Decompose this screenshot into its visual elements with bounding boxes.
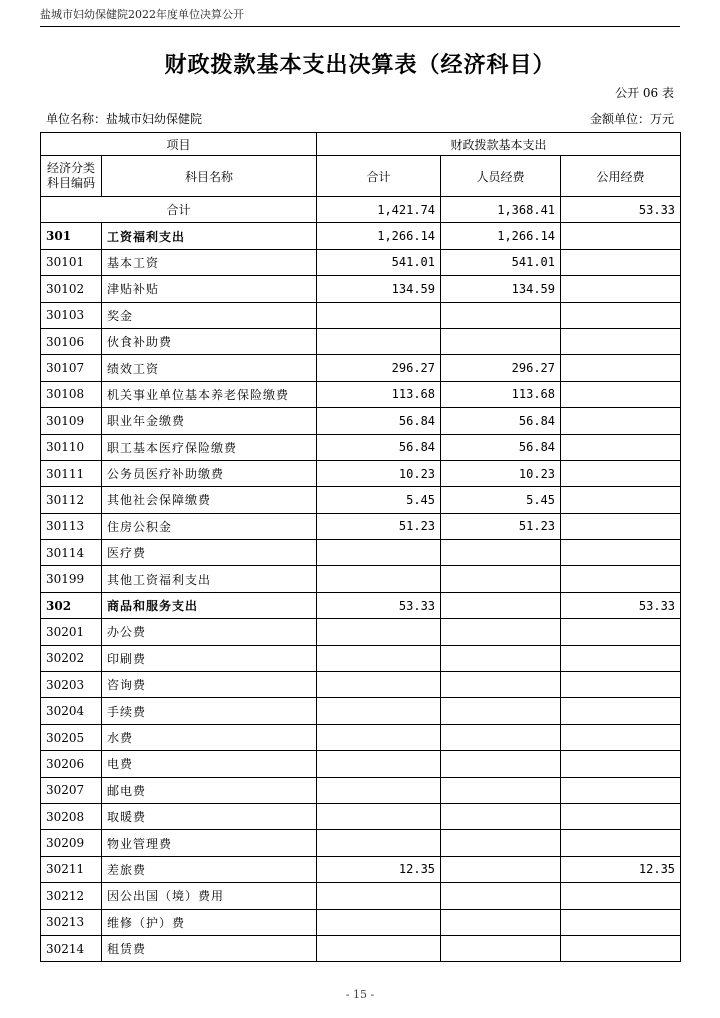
row-personnel: 541.01	[441, 249, 561, 275]
row-name: 职工基本医疗保险缴费	[102, 434, 317, 460]
row-total	[317, 645, 441, 671]
header-row-bottom	[41, 156, 681, 197]
document-header: 盐城市妇幼保健院2022年度单位决算公开	[40, 6, 680, 27]
row-personnel	[441, 592, 561, 618]
row-code: 30106	[41, 328, 102, 354]
total-header: 合计	[317, 156, 441, 197]
row-code: 30103	[41, 302, 102, 328]
table-row	[41, 355, 681, 381]
table-row	[41, 223, 681, 249]
row-name: 取暖费	[102, 803, 317, 829]
row-personnel	[441, 619, 561, 645]
row-personnel	[441, 856, 561, 882]
row-name: 邮电费	[102, 777, 317, 803]
row-personnel: 51.23	[441, 513, 561, 539]
row-personnel: 1,266.14	[441, 223, 561, 249]
row-public	[561, 355, 681, 381]
total-personnel: 1,368.41	[441, 197, 561, 223]
row-name: 物业管理费	[102, 830, 317, 856]
row-code: 30214	[41, 935, 102, 961]
row-public	[561, 276, 681, 302]
row-total	[317, 302, 441, 328]
table-row	[41, 566, 681, 592]
table-row	[41, 698, 681, 724]
row-personnel: 56.84	[441, 408, 561, 434]
row-public	[561, 487, 681, 513]
row-total: 56.84	[317, 434, 441, 460]
table-row	[41, 592, 681, 618]
table-row	[41, 276, 681, 302]
row-total: 113.68	[317, 381, 441, 407]
row-name: 差旅费	[102, 856, 317, 882]
row-public	[561, 540, 681, 566]
row-code: 30204	[41, 698, 102, 724]
row-code: 30109	[41, 408, 102, 434]
table-row	[41, 751, 681, 777]
row-public	[561, 645, 681, 671]
row-code: 30113	[41, 513, 102, 539]
row-total: 51.23	[317, 513, 441, 539]
table-row	[41, 672, 681, 698]
row-public	[561, 751, 681, 777]
row-personnel	[441, 566, 561, 592]
row-public	[561, 408, 681, 434]
total-sum: 1,421.74	[317, 197, 441, 223]
row-name: 租赁费	[102, 935, 317, 961]
row-public	[561, 935, 681, 961]
row-total	[317, 830, 441, 856]
table-row	[41, 460, 681, 486]
row-code: 30202	[41, 645, 102, 671]
row-code: 30203	[41, 672, 102, 698]
row-public	[561, 909, 681, 935]
table-row	[41, 935, 681, 961]
amount-unit: 金额单位：万元	[589, 112, 674, 126]
row-total: 296.27	[317, 355, 441, 381]
table-row	[41, 487, 681, 513]
item-header: 项目	[41, 133, 317, 156]
unit-name: 单位名称：盐城市妇幼保健院	[46, 112, 203, 126]
row-personnel	[441, 698, 561, 724]
row-public	[561, 513, 681, 539]
row-personnel	[441, 328, 561, 354]
row-name: 津贴补贴	[102, 276, 317, 302]
row-personnel	[441, 830, 561, 856]
row-name: 伙食补助费	[102, 328, 317, 354]
row-total	[317, 909, 441, 935]
row-personnel	[441, 672, 561, 698]
row-personnel	[441, 935, 561, 961]
table-row	[41, 856, 681, 882]
table-row	[41, 830, 681, 856]
row-personnel	[441, 751, 561, 777]
row-public: 53.33	[561, 592, 681, 618]
row-total: 53.33	[317, 592, 441, 618]
row-total	[317, 328, 441, 354]
row-name: 电费	[102, 751, 317, 777]
row-total: 12.35	[317, 856, 441, 882]
row-name: 住房公积金	[102, 513, 317, 539]
row-public	[561, 803, 681, 829]
expenditure-table	[40, 132, 681, 962]
row-total	[317, 698, 441, 724]
row-code: 30199	[41, 566, 102, 592]
row-total	[317, 935, 441, 961]
header-row-top	[41, 133, 681, 156]
row-total	[317, 724, 441, 750]
table-row	[41, 777, 681, 803]
row-code: 30111	[41, 460, 102, 486]
row-name: 其他社会保障缴费	[102, 487, 317, 513]
total-label: 合计	[41, 197, 317, 223]
row-total: 541.01	[317, 249, 441, 275]
page-title: 财政拨款基本支出决算表（经济科目）	[164, 52, 556, 78]
row-personnel	[441, 540, 561, 566]
row-code: 30108	[41, 381, 102, 407]
row-personnel	[441, 645, 561, 671]
row-name: 因公出国（境）费用	[102, 883, 317, 909]
table-row	[41, 328, 681, 354]
row-personnel	[441, 803, 561, 829]
table-row	[41, 540, 681, 566]
row-public	[561, 830, 681, 856]
table-row	[41, 381, 681, 407]
row-code: 302	[41, 592, 102, 618]
row-total	[317, 619, 441, 645]
code-header: 经济分类科目编码	[41, 156, 102, 197]
row-code: 30208	[41, 803, 102, 829]
row-personnel: 296.27	[441, 355, 561, 381]
row-public	[561, 223, 681, 249]
row-personnel: 134.59	[441, 276, 561, 302]
row-personnel	[441, 909, 561, 935]
row-name: 基本工资	[102, 249, 317, 275]
table-row	[41, 434, 681, 460]
row-total	[317, 777, 441, 803]
row-name: 公务员医疗补助缴费	[102, 460, 317, 486]
row-code: 30209	[41, 830, 102, 856]
row-public	[561, 672, 681, 698]
row-code: 30205	[41, 724, 102, 750]
row-total	[317, 883, 441, 909]
form-number: 公开 06 表	[615, 86, 674, 100]
row-public: 12.35	[561, 856, 681, 882]
row-code: 30114	[41, 540, 102, 566]
row-name: 其他工资福利支出	[102, 566, 317, 592]
row-name: 机关事业单位基本养老保险缴费	[102, 381, 317, 407]
row-code: 301	[41, 223, 102, 249]
row-code: 30102	[41, 276, 102, 302]
row-code: 30212	[41, 883, 102, 909]
row-total	[317, 540, 441, 566]
row-name: 绩效工资	[102, 355, 317, 381]
row-code: 30101	[41, 249, 102, 275]
row-public	[561, 460, 681, 486]
row-name: 商品和服务支出	[102, 592, 317, 618]
row-personnel	[441, 777, 561, 803]
table-row	[41, 619, 681, 645]
row-code: 30211	[41, 856, 102, 882]
row-code: 30207	[41, 777, 102, 803]
row-total	[317, 751, 441, 777]
row-personnel: 113.68	[441, 381, 561, 407]
table-row	[41, 645, 681, 671]
row-name: 维修（护）费	[102, 909, 317, 935]
row-personnel	[441, 302, 561, 328]
row-personnel: 10.23	[441, 460, 561, 486]
row-name: 办公费	[102, 619, 317, 645]
total-row	[41, 197, 681, 223]
row-name: 水费	[102, 724, 317, 750]
page-number: - 15 -	[345, 988, 375, 1001]
row-code: 30112	[41, 487, 102, 513]
table-row	[41, 803, 681, 829]
row-name: 工资福利支出	[102, 223, 317, 249]
row-code: 30206	[41, 751, 102, 777]
row-name: 职业年金缴费	[102, 408, 317, 434]
row-name: 印刷费	[102, 645, 317, 671]
personnel-header: 人员经费	[441, 156, 561, 197]
row-total	[317, 566, 441, 592]
table-row	[41, 302, 681, 328]
row-personnel	[441, 883, 561, 909]
row-total: 56.84	[317, 408, 441, 434]
row-public	[561, 328, 681, 354]
row-code: 30213	[41, 909, 102, 935]
row-personnel: 56.84	[441, 434, 561, 460]
table-row	[41, 883, 681, 909]
table-row	[41, 513, 681, 539]
row-name: 医疗费	[102, 540, 317, 566]
row-name: 奖金	[102, 302, 317, 328]
table-row	[41, 408, 681, 434]
row-code: 30107	[41, 355, 102, 381]
table-row	[41, 249, 681, 275]
row-public	[561, 566, 681, 592]
row-public	[561, 434, 681, 460]
row-public	[561, 249, 681, 275]
public-header: 公用经费	[561, 156, 681, 197]
row-public	[561, 698, 681, 724]
row-personnel: 5.45	[441, 487, 561, 513]
row-name: 手续费	[102, 698, 317, 724]
row-code: 30110	[41, 434, 102, 460]
row-personnel	[441, 724, 561, 750]
row-total	[317, 803, 441, 829]
row-name: 咨询费	[102, 672, 317, 698]
row-total: 134.59	[317, 276, 441, 302]
row-public	[561, 381, 681, 407]
row-total: 10.23	[317, 460, 441, 486]
row-total: 5.45	[317, 487, 441, 513]
name-header: 科目名称	[102, 156, 317, 197]
row-total	[317, 672, 441, 698]
table-row	[41, 909, 681, 935]
row-public	[561, 619, 681, 645]
group-header: 财政拨款基本支出	[317, 133, 681, 156]
row-total: 1,266.14	[317, 223, 441, 249]
row-public	[561, 302, 681, 328]
row-public	[561, 883, 681, 909]
total-public: 53.33	[561, 197, 681, 223]
row-public	[561, 777, 681, 803]
row-code: 30201	[41, 619, 102, 645]
row-public	[561, 724, 681, 750]
table-row	[41, 724, 681, 750]
